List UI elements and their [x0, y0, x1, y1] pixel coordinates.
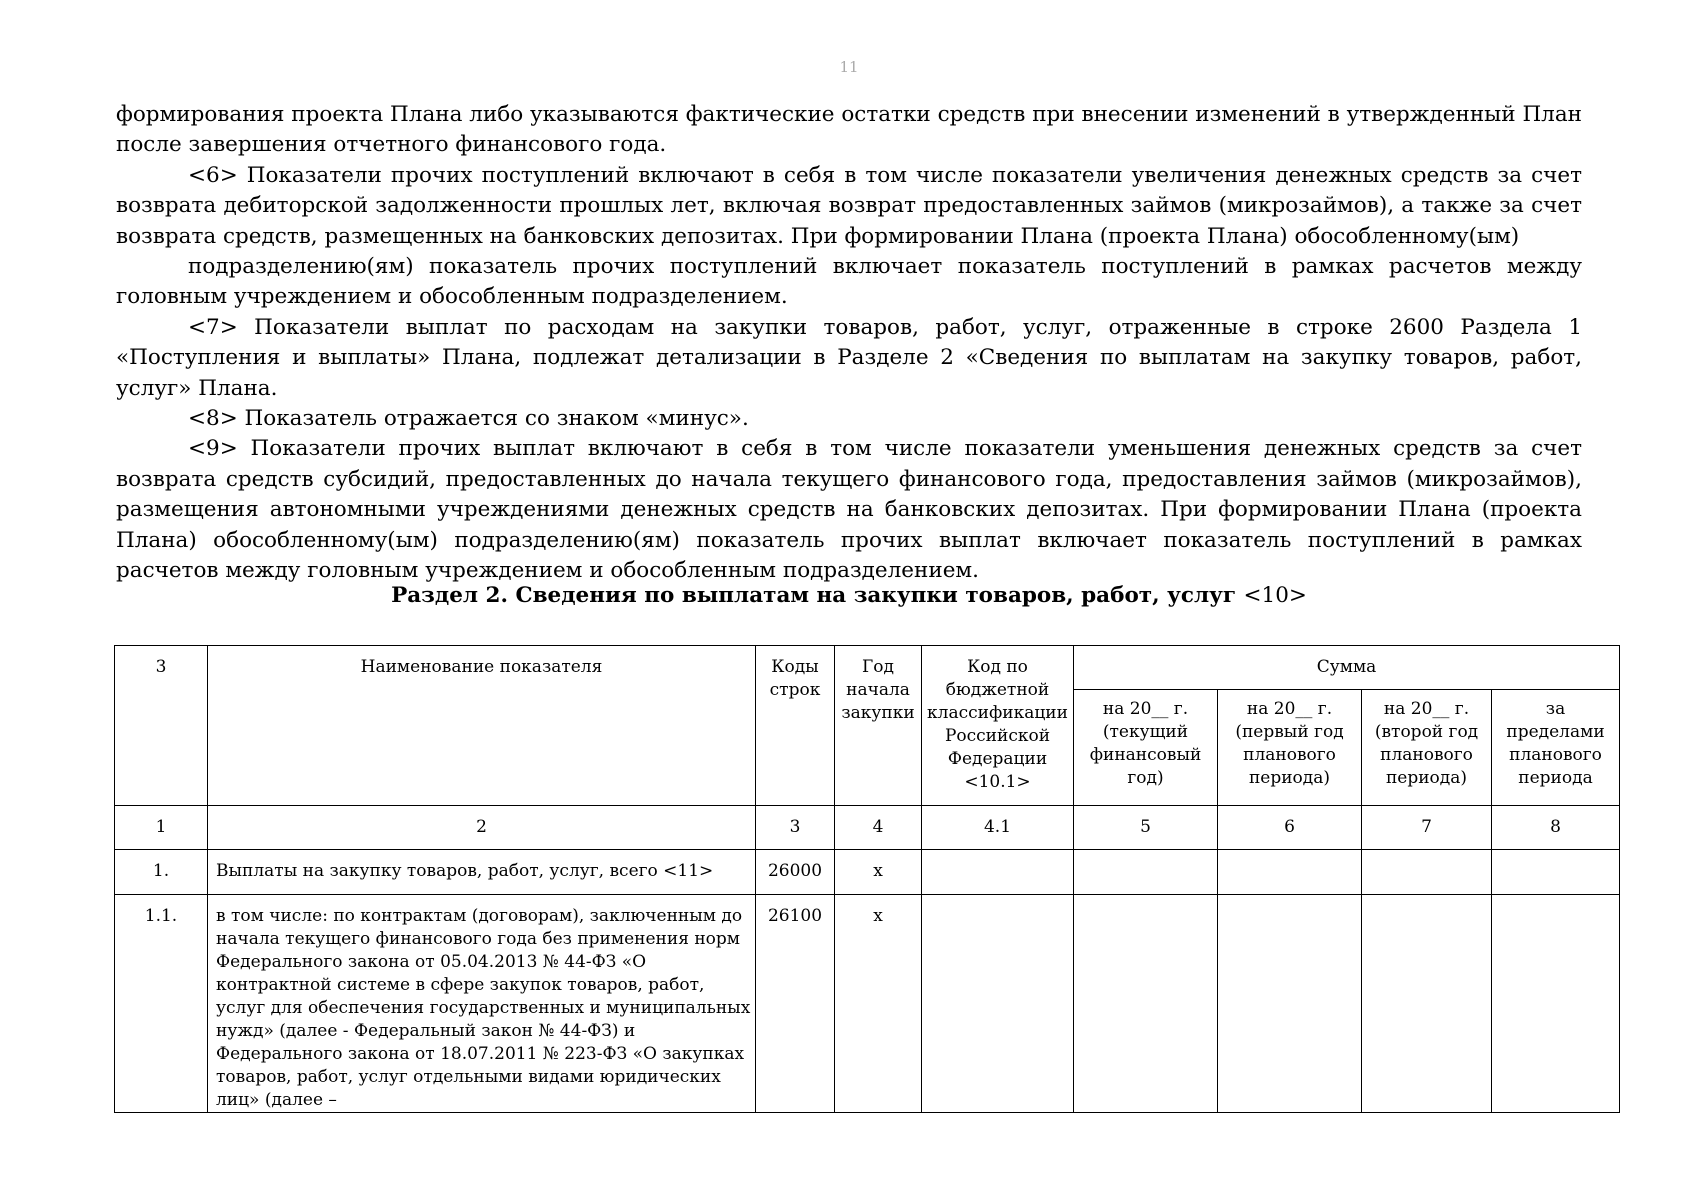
column-number: 3: [756, 806, 835, 850]
row-kbk: [922, 850, 1074, 895]
row-sum-second: [1362, 895, 1492, 1113]
header-sum-current: на 20__ г. (текущий финансовый год): [1074, 690, 1218, 806]
footnote-6-continued: подразделению(ям) показатель прочих поступлений включает показатель поступлений в рамках расчетов между головным учреждением и обособленным подразделением.: [116, 254, 1582, 310]
column-numbers-row: [115, 806, 1620, 850]
header-sum-beyond: за пределами планового периода: [1492, 690, 1620, 806]
header-sum: Сумма: [1074, 646, 1620, 690]
column-number: 5: [1074, 806, 1218, 850]
column-number: 1: [115, 806, 208, 850]
row-num: 1.1.: [115, 895, 208, 1113]
row-year: х: [835, 895, 922, 1113]
page-number: 11: [839, 58, 859, 76]
header-codes: Коды строк: [756, 646, 835, 806]
row-kbk: [922, 895, 1074, 1113]
footnote-6: <6> Показатели прочих поступлений включают в себя в том числе показатели увеличения денежных средств за счет возврата дебиторской задолженности прошлых лет, включая возврат предоставленных займов (микрозаймов), а также за счет возврата средств, размещенных на банковских депозитах. При формировании Плана (проекта Плана) обособленному(ым): [116, 162, 1582, 249]
row-sum-first: [1218, 895, 1362, 1113]
document-body: [116, 100, 1582, 587]
header-sum-first: на 20__ г. (первый год планового периода): [1218, 690, 1362, 806]
row-sum-first: [1218, 850, 1362, 895]
row-name: Выплаты на закупку товаров, работ, услуг, всего <11>: [208, 850, 756, 895]
header-name: Наименование показателя: [208, 646, 756, 806]
column-number: 6: [1218, 806, 1362, 850]
table-row: [115, 850, 1620, 895]
row-sum-current: [1074, 850, 1218, 895]
row-year: х: [835, 850, 922, 895]
row-sum-second: [1362, 850, 1492, 895]
row-sum-current: [1074, 895, 1218, 1113]
row-num: 1.: [115, 850, 208, 895]
row-name: в том числе: по контрактам (договорам), заключенным до начала текущего финансового года без применения норм Федерального закона от 05.04.2013 № 44-ФЗ «О контрактной системе в сфере закупок товаров, работ, услуг для обеспечения государственных и муниципальных нужд» (далее - Федеральный закон № 44-ФЗ) и Федерального закона от 18.07.2011 № 223-ФЗ «О закупках товаров, работ, услуг отдельными видами юридических лиц» (далее –: [208, 895, 756, 1113]
section-title: [0, 583, 1698, 608]
row-code: 26100: [756, 895, 835, 1113]
paragraph: формирования проекта Плана либо указываются фактические остатки средств при внесении изменений в утвержденный План после завершения отчетного финансового года.: [116, 102, 1582, 158]
section-title-text: Раздел 2. Сведения по выплатам на закупки товаров, работ, услуг: [391, 583, 1237, 608]
column-number: 4: [835, 806, 922, 850]
header-kbk: Код по бюджетной классификации Российской Федерации <10.1>: [922, 646, 1074, 806]
footnote-7: <7> Показатели выплат по расходам на закупки товаров, работ, услуг, отраженные в строке 2600 Раздела 1 «Поступления и выплаты» Плана, подлежат детализации в Разделе 2 «Сведения по выплатам на закупку товаров, работ, услуг» Плана.: [116, 314, 1582, 401]
column-number: 4.1: [922, 806, 1074, 850]
table-row: [115, 895, 1620, 1113]
header-sum-second: на 20__ г. (второй год планового периода): [1362, 690, 1492, 806]
footnote-9: <9> Показатели прочих выплат включают в себя в том числе показатели уменьшения денежных средств за счет возврата средств субсидий, предоставленных до начала текущего финансового года, предоставления займов (микрозаймов), размещения автономными учреждениями денежных средств на банковских депозитах. При формировании Плана (проекта Плана) обособленному(ым) подразделению(ям) показатель прочих выплат включает показатель поступлений в рамках расчетов между головным учреждением и обособленным подразделением.: [116, 436, 1582, 584]
section-title-ref: <10>: [1243, 583, 1307, 608]
header-num: 3: [115, 646, 208, 806]
row-code: 26000: [756, 850, 835, 895]
column-number: 7: [1362, 806, 1492, 850]
header-year: Год начала закупки: [835, 646, 922, 806]
row-sum-beyond: [1492, 895, 1620, 1113]
purchases-table: [114, 645, 1620, 1113]
row-sum-beyond: [1492, 850, 1620, 895]
footnote-8: <8> Показатель отражается со знаком «минус».: [188, 406, 749, 432]
column-number: 2: [208, 806, 756, 850]
column-number: 8: [1492, 806, 1620, 850]
